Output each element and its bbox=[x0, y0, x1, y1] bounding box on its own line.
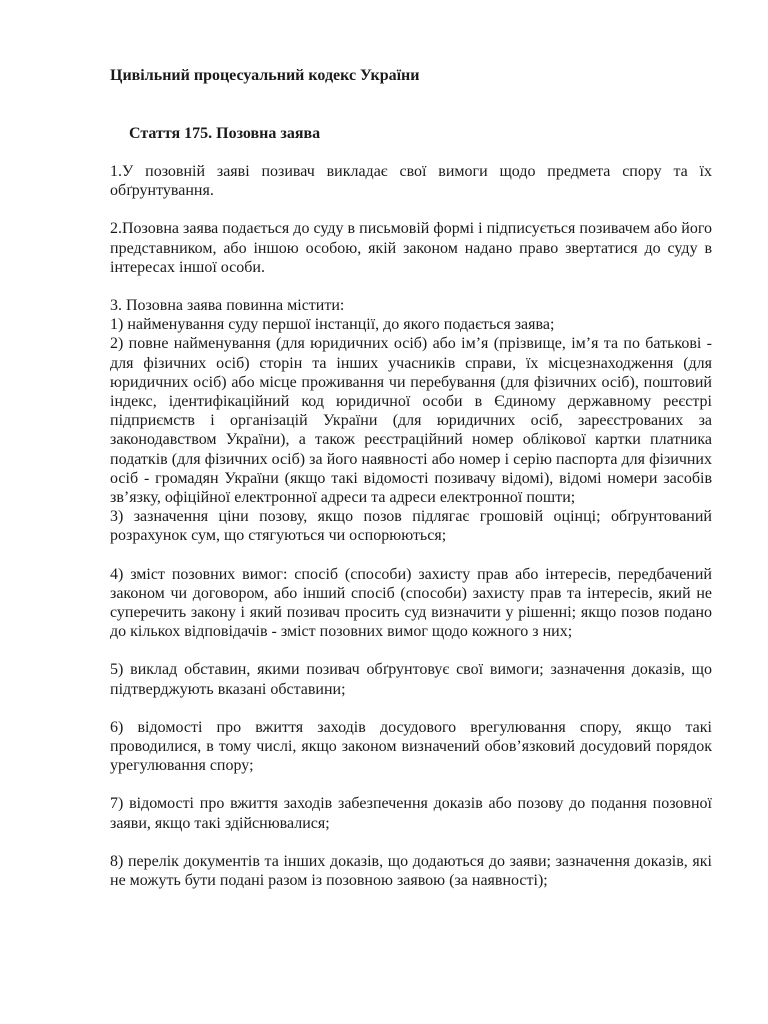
list-item-4: 4) зміст позовних вимог: спосіб (способи) захисту прав або інтересів, передбачений законом чи договором, або інший спосіб (способи) захисту прав та інтересів, який не суперечить закону і який позивач просить суд визначити у рішенні; якщо позов подано до кількох відповідачів - зміст позовних вимог щодо кожного з них; bbox=[110, 565, 712, 641]
list-item-5: 5) виклад обставин, якими позивач обґрунтовує свої вимоги; зазначення доказів, що підтверджують вказані обставини; bbox=[110, 661, 712, 698]
paragraph-part-3-intro: 3. Позовна заява повинна містити: bbox=[110, 297, 345, 315]
document-page bbox=[110, 66, 712, 890]
list-item-7: 7) відомості про вжиття заходів забезпечення доказів або позову до подання позовної заяви, якщо такі здійснювалися; bbox=[110, 795, 712, 832]
list-item-2: 2) повне найменування (для юридичних осіб) або ім’я (прізвище, ім’я та по батькові - для фізичних осіб) сторін та інших учасників справи, їх місцезнаходження (для юридичних осіб) або місце проживання чи перебування (для фізичних осіб), поштовий індекс, ідентифікаційний код юридичної особи в Єдиному державному реєстрі підприємств і організацій України (для юридичних осіб, зареєстрованих за законодавством України), а також реєстраційний номер облікової картки платника податків (для фізичних осіб) за його наявності або номер і серію паспорта для фізичних осіб - громадян України (якщо такі відомості позивачу відомі), відомі номери засобів зв’язку, офіційної електронної адреси та адреси електронної пошти; bbox=[110, 335, 712, 507]
article-title: Стаття 175. Позовна заява bbox=[129, 125, 321, 142]
paragraph-part-1: 1.У позовній заяві позивач викладає свої вимоги щодо предмета спору та їх обґрунтування. bbox=[110, 163, 712, 200]
list-item-6: 6) відомості про вжиття заходів досудового врегулювання спору, якщо такі проводилися, в тому числі, якщо законом визначений обов’язковий досудовий порядок урегулювання спору; bbox=[110, 718, 712, 775]
list-item-8: 8) перелік документів та інших доказів, що додаються до заяви; зазначення доказів, які не можуть бути подані разом із позовною заявою (за наявності); bbox=[110, 852, 712, 890]
list-item-3: 3) зазначення ціни позову, якщо позов підлягає грошовій оцінці; обґрунтований розрахунок сум, що стягуються чи оспорюються; bbox=[110, 508, 712, 545]
document-title: Цивільний процесуальний кодекс України bbox=[110, 67, 420, 84]
list-item-1: 1) найменування суду першої інстанції, до якого подається заява; bbox=[110, 316, 555, 334]
paragraph-part-2: 2.Позовна заява подається до суду в письмовій формі і підписується позивачем або його представником, або іншою особою, якій законом надано право звертатися до суду в інтересах іншої особи. bbox=[110, 220, 712, 276]
